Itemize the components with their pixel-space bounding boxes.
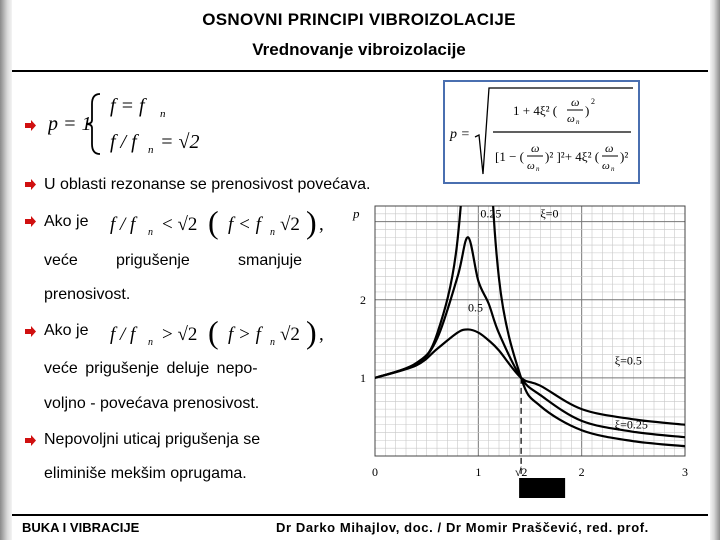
sqrt2-marker-block [519,478,565,498]
x-tick-label: 0 [372,465,378,479]
case-resonance: f = f [110,95,145,117]
arrow-bullet-icon [25,216,36,227]
svg-text:n: n [270,227,275,238]
svg-text:ω: ω [602,160,610,172]
svg-text:= √2: = √2 [160,131,200,153]
y-tick-label: 1 [360,370,366,385]
x-tick-label: 3 [682,465,688,479]
svg-text:ω: ω [567,113,575,125]
svg-text:n: n [148,227,153,238]
svg-text:> √2: > √2 [162,324,198,345]
svg-text:): ) [306,314,317,350]
svg-text:n: n [160,108,166,120]
y-axis-label: p [353,206,360,221]
resonance-statement: U oblasti rezonanse se prenosivost povećava. [44,176,371,193]
curve-annotation: 0.25 [480,206,502,221]
footer-divider [12,514,708,516]
formula-p-label: p = [450,127,470,142]
case-crossover: f / f [110,131,137,153]
line-prigusenje: prigušenje [116,252,190,269]
svg-text:ω: ω [531,141,540,155]
line-eliminise: eliminiše mekšim oprugama. [44,465,247,482]
svg-text:): ) [585,103,590,118]
x-tick-label: 1 [475,465,482,479]
svg-text:(: ( [208,314,219,350]
x-tick-label: 2 [578,465,585,479]
curve-annotation: ξ=0.25 [614,417,648,432]
transmissibility-chart [340,198,700,498]
svg-text:ω: ω [571,95,580,109]
curve-annotation: ξ=0.5 [614,353,642,368]
line-prenosivost: prenosivost. [44,286,131,303]
line-vece: veće [44,252,78,269]
transmissibility-formula [443,80,640,184]
line-vece-prigusenje: veće prigušenje deluje nepo- [44,360,258,377]
svg-text:n: n [611,165,615,173]
svg-text:ω: ω [605,141,614,155]
arrow-bullet-icon [25,179,36,190]
right-frame-border [710,0,720,540]
svg-text:f > f: f > f [228,324,261,345]
svg-text:,: , [319,214,324,235]
arrow-bullet-icon [25,120,36,131]
condition-below-sqrt2-formula [110,202,335,247]
svg-text:f / f: f / f [110,214,136,235]
footer-course: BUKA I VIBRACIJE [22,520,140,535]
svg-text:,: , [319,324,324,345]
left-frame-border [0,0,12,540]
svg-text:n: n [148,144,154,156]
line-voljno: voljno - povećava prenosivost. [44,395,260,412]
footer-authors: Dr Darko Mihajlov, doc. / Dr Momir Praščević, red. prof. [276,520,649,535]
arrow-bullet-icon [25,326,36,337]
chart-labels [352,206,688,479]
svg-text:2: 2 [591,97,595,106]
slide-subtitle: Vrednovanje vibroizolacije [252,40,466,59]
svg-text:f / f: f / f [110,324,136,345]
condition-above-sqrt2-formula [110,312,335,357]
p-equals-one-formula [48,86,218,162]
svg-text:[1 − (: [1 − ( [495,149,524,164]
svg-text:(: ( [208,204,219,240]
nepovoljni-statement: Nepovoljni uticaj prigušenja se [44,431,261,448]
svg-text:1 + 4ξ² (: 1 + 4ξ² ( [513,103,558,118]
svg-text:ω: ω [527,160,535,172]
y-tick-label: 2 [360,292,366,307]
ako-je-label-1: Ako je [44,213,89,230]
svg-text:n: n [148,337,153,348]
svg-text:n: n [576,118,580,126]
header-divider [12,70,708,72]
svg-text:): ) [306,204,317,240]
line-smanjuje: smanjuje [238,252,303,269]
slide-title: OSNOVNI PRINCIPI VIBROIZOLACIJE [202,10,516,29]
x-tick-label: √2 [514,465,528,479]
svg-text:n: n [270,337,275,348]
svg-text:)²: )² [620,149,629,164]
svg-text:)² ]²+ 4ξ² (: )² ]²+ 4ξ² ( [545,149,600,164]
curve-annotation: 0.5 [468,300,483,315]
p-equals-label: p = 1 [48,113,92,135]
curve-annotation: ξ=0 [540,206,559,221]
svg-text:f < f: f < f [228,214,261,235]
ako-je-label-2: Ako je [44,322,89,339]
svg-text:√2: √2 [280,214,300,235]
svg-text:√2: √2 [280,324,300,345]
svg-text:n: n [536,165,540,173]
arrow-bullet-icon [25,435,36,446]
svg-text:< √2: < √2 [162,214,198,235]
